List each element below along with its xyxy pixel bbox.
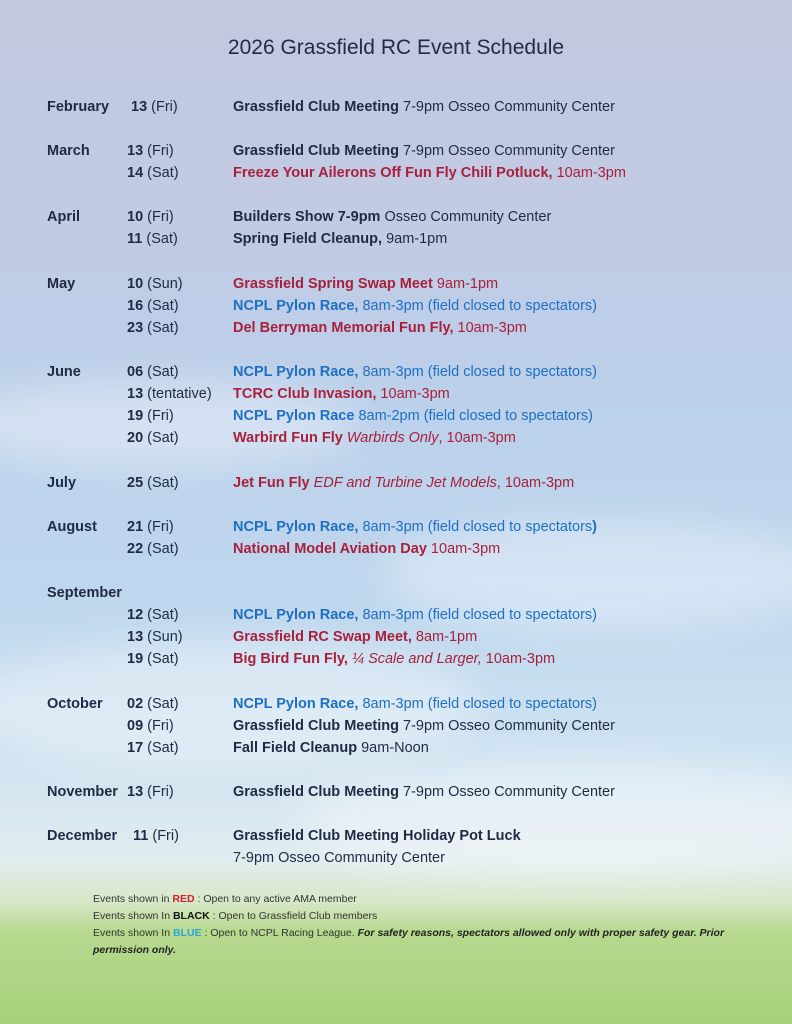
month-label: February	[47, 99, 110, 115]
event-day: 13 (Sun)	[127, 629, 183, 645]
event-day: 21 (Fri)	[127, 519, 174, 535]
month-label: October	[47, 696, 103, 712]
legend-blue: Events shown In BLUE : Open to NCPL Racing League. For safety reasons, spectators allowed only with proper safety gear. Prior permission only.	[93, 927, 725, 956]
event-text: Warbird Fun Fly Warbirds Only, 10am-3pm	[233, 430, 516, 446]
event-text: Grassfield Club Meeting 7-9pm Osseo Community Center	[233, 143, 615, 159]
month-label: August	[47, 519, 97, 535]
month-label: November	[47, 784, 118, 800]
event-day: 11 (Fri)	[133, 828, 179, 844]
event-day: 10 (Fri)	[127, 209, 174, 225]
event-day: 23 (Sat)	[127, 320, 179, 336]
event-text: NCPL Pylon Race, 8am-3pm (field closed to spectators)	[233, 696, 597, 712]
event-text: Grassfield RC Swap Meet, 8am-1pm	[233, 629, 478, 645]
event-text: Spring Field Cleanup, 9am-1pm	[233, 231, 448, 247]
event-day: 10 (Sun)	[127, 276, 183, 292]
event-text: NCPL Pylon Race, 8am-3pm (field closed to spectators)	[233, 519, 598, 535]
event-day: 22 (Sat)	[127, 541, 179, 557]
event-text: Freeze Your Ailerons Off Fun Fly Chili Potluck, 10am-3pm	[233, 165, 626, 181]
event-text: TCRC Club Invasion, 10am-3pm	[233, 386, 450, 402]
event-day: 11 (Sat)	[127, 231, 178, 247]
page-title: 2026 Grassfield RC Event Schedule	[227, 36, 565, 59]
month-label: March	[47, 143, 90, 159]
event-text: NCPL Pylon Race, 8am-3pm (field closed to spectators)	[233, 298, 597, 314]
month-label: December	[47, 828, 118, 844]
event-day: 19 (Sat)	[127, 651, 179, 667]
event-day: 12 (Sat)	[127, 607, 179, 623]
event-day: 20 (Sat)	[127, 430, 179, 446]
event-text: NCPL Pylon Race 8am-2pm (field closed to spectators)	[233, 408, 593, 424]
event-day: 14 (Sat)	[127, 165, 179, 181]
month-label: September	[47, 585, 122, 601]
legend	[93, 891, 753, 959]
event-text: Grassfield Club Meeting 7-9pm Osseo Community Center	[233, 784, 615, 800]
event-text: Fall Field Cleanup 9am-Noon	[233, 740, 429, 756]
event-day: 16 (Sat)	[127, 298, 179, 314]
event-day: 13 (Fri)	[127, 143, 174, 159]
event-text: Grassfield Club Meeting Holiday Pot Luck	[233, 828, 521, 844]
event-day: 17 (Sat)	[127, 740, 179, 756]
event-text: Jet Fun Fly EDF and Turbine Jet Models, 10am-3pm	[233, 475, 575, 491]
event-day: 13 (Fri)	[127, 784, 174, 800]
event-text: Grassfield Spring Swap Meet 9am-1pm	[233, 276, 499, 292]
legend-red: Events shown in RED : Open to any active AMA member	[93, 893, 357, 905]
legend-black: Events shown In BLACK : Open to Grassfield Club members	[93, 910, 378, 922]
month-label: June	[47, 364, 81, 380]
month-label: July	[47, 475, 77, 491]
event-text: National Model Aviation Day 10am-3pm	[233, 541, 501, 557]
event-day: 02 (Sat)	[127, 696, 179, 712]
event-text: Grassfield Club Meeting 7-9pm Osseo Community Center	[233, 99, 615, 115]
event-text: NCPL Pylon Race, 8am-3pm (field closed to spectators)	[233, 607, 597, 623]
month-label: May	[47, 276, 76, 292]
event-text: Big Bird Fun Fly, ¼ Scale and Larger, 10am-3pm	[233, 651, 556, 667]
event-text: Builders Show 7-9pm Osseo Community Center	[233, 209, 552, 225]
event-text: Del Berryman Memorial Fun Fly, 10am-3pm	[233, 320, 527, 336]
event-day: 06 (Sat)	[127, 364, 179, 380]
event-day: 25 (Sat)	[127, 475, 179, 491]
event-text: NCPL Pylon Race, 8am-3pm (field closed to spectators)	[233, 364, 597, 380]
event-text: 7-9pm Osseo Community Center	[233, 850, 445, 866]
event-day: 09 (Fri)	[127, 718, 174, 734]
event-day: 13 (tentative)	[127, 386, 212, 402]
event-text: Grassfield Club Meeting 7-9pm Osseo Community Center	[233, 718, 615, 734]
month-label: April	[47, 209, 81, 225]
event-day: 13 (Fri)	[131, 99, 178, 115]
event-day: 19 (Fri)	[127, 408, 174, 424]
